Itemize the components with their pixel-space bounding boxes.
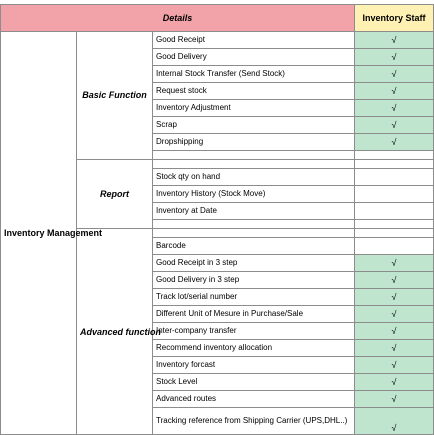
feature-label: Stock Level [153,374,355,391]
checkmark-icon: √ [391,326,397,336]
check-cell-on [355,32,434,49]
inventory-staff-header: Inventory Staff [355,5,434,32]
checkmark-icon: √ [391,309,397,319]
check-cell-on [355,408,434,435]
check-cell-on [355,374,434,391]
check-cell-on [355,272,434,289]
check-cell-on [355,323,434,340]
checkmark-icon: √ [391,258,397,268]
feature-label: Inventory History (Stock Move) [153,186,355,203]
table-row [1,32,434,49]
feature-label: Track lot/serial number [153,289,355,306]
feature-label: Tracking reference from Shipping Carrier (UPS,DHL..) [153,408,355,435]
check-cell-on [355,391,434,408]
checkmark-icon: √ [391,86,397,96]
spacer-mark-cell [355,229,434,238]
checkmark-icon: √ [391,423,397,433]
area-label: Inventory Management [1,32,77,435]
check-cell-on [355,49,434,66]
header-row [1,5,434,32]
feature-label: Scrap [153,117,355,134]
permission-table [0,4,434,435]
check-cell-on [355,83,434,100]
feature-label: Good Receipt [153,32,355,49]
feature-label: Barcode [153,238,355,255]
feature-label: Recommend inventory allocation [153,340,355,357]
feature-label: Inventory Adjustment [153,100,355,117]
feature-label: Internal Stock Transfer (Send Stock) [153,66,355,83]
group-advanced: Advanced function [77,229,153,435]
checkmark-icon: √ [391,103,397,113]
spacer-cell [153,151,355,160]
checkmark-icon: √ [391,52,397,62]
spacer-cell [153,229,355,238]
check-cell-on [355,306,434,323]
checkmark-icon: √ [391,275,397,285]
check-cell-on [355,134,434,151]
check-cell-off [355,169,434,186]
check-cell-off [355,203,434,220]
check-cell-off [355,238,434,255]
feature-label: Good Delivery [153,49,355,66]
table-body [1,32,434,435]
spacer-mark-cell [355,220,434,229]
check-cell-off [355,186,434,203]
checkmark-icon: √ [391,137,397,147]
feature-label: Stock qty on hand [153,169,355,186]
group-basic: Basic Function [77,32,153,160]
checkmark-icon: √ [391,343,397,353]
feature-label: Good Receipt in 3 step [153,255,355,272]
feature-label: Request stock [153,83,355,100]
spacer-mark-cell [355,160,434,169]
feature-label: Advanced routes [153,391,355,408]
check-cell-on [355,117,434,134]
checkmark-icon: √ [391,69,397,79]
check-cell-on [355,66,434,83]
check-cell-on [355,357,434,374]
check-cell-on [355,255,434,272]
feature-label: Dropshipping [153,134,355,151]
spacer-cell [153,220,355,229]
spacer-cell [153,160,355,169]
details-header: Details [1,5,355,32]
feature-label: Inter-company transfer [153,323,355,340]
group-report: Report [77,160,153,229]
check-cell-on [355,289,434,306]
checkmark-icon: √ [391,35,397,45]
feature-label: Inventory at Date [153,203,355,220]
check-cell-on [355,100,434,117]
feature-label: Different Unit of Mesure in Purchase/Sale [153,306,355,323]
checkmark-icon: √ [391,292,397,302]
checkmark-icon: √ [391,120,397,130]
checkmark-icon: √ [391,360,397,370]
spacer-mark-cell [355,151,434,160]
checkmark-icon: √ [391,394,397,404]
check-cell-on [355,340,434,357]
checkmark-icon: √ [391,377,397,387]
feature-label: Inventory forcast [153,357,355,374]
feature-label: Good Delivery in 3 step [153,272,355,289]
